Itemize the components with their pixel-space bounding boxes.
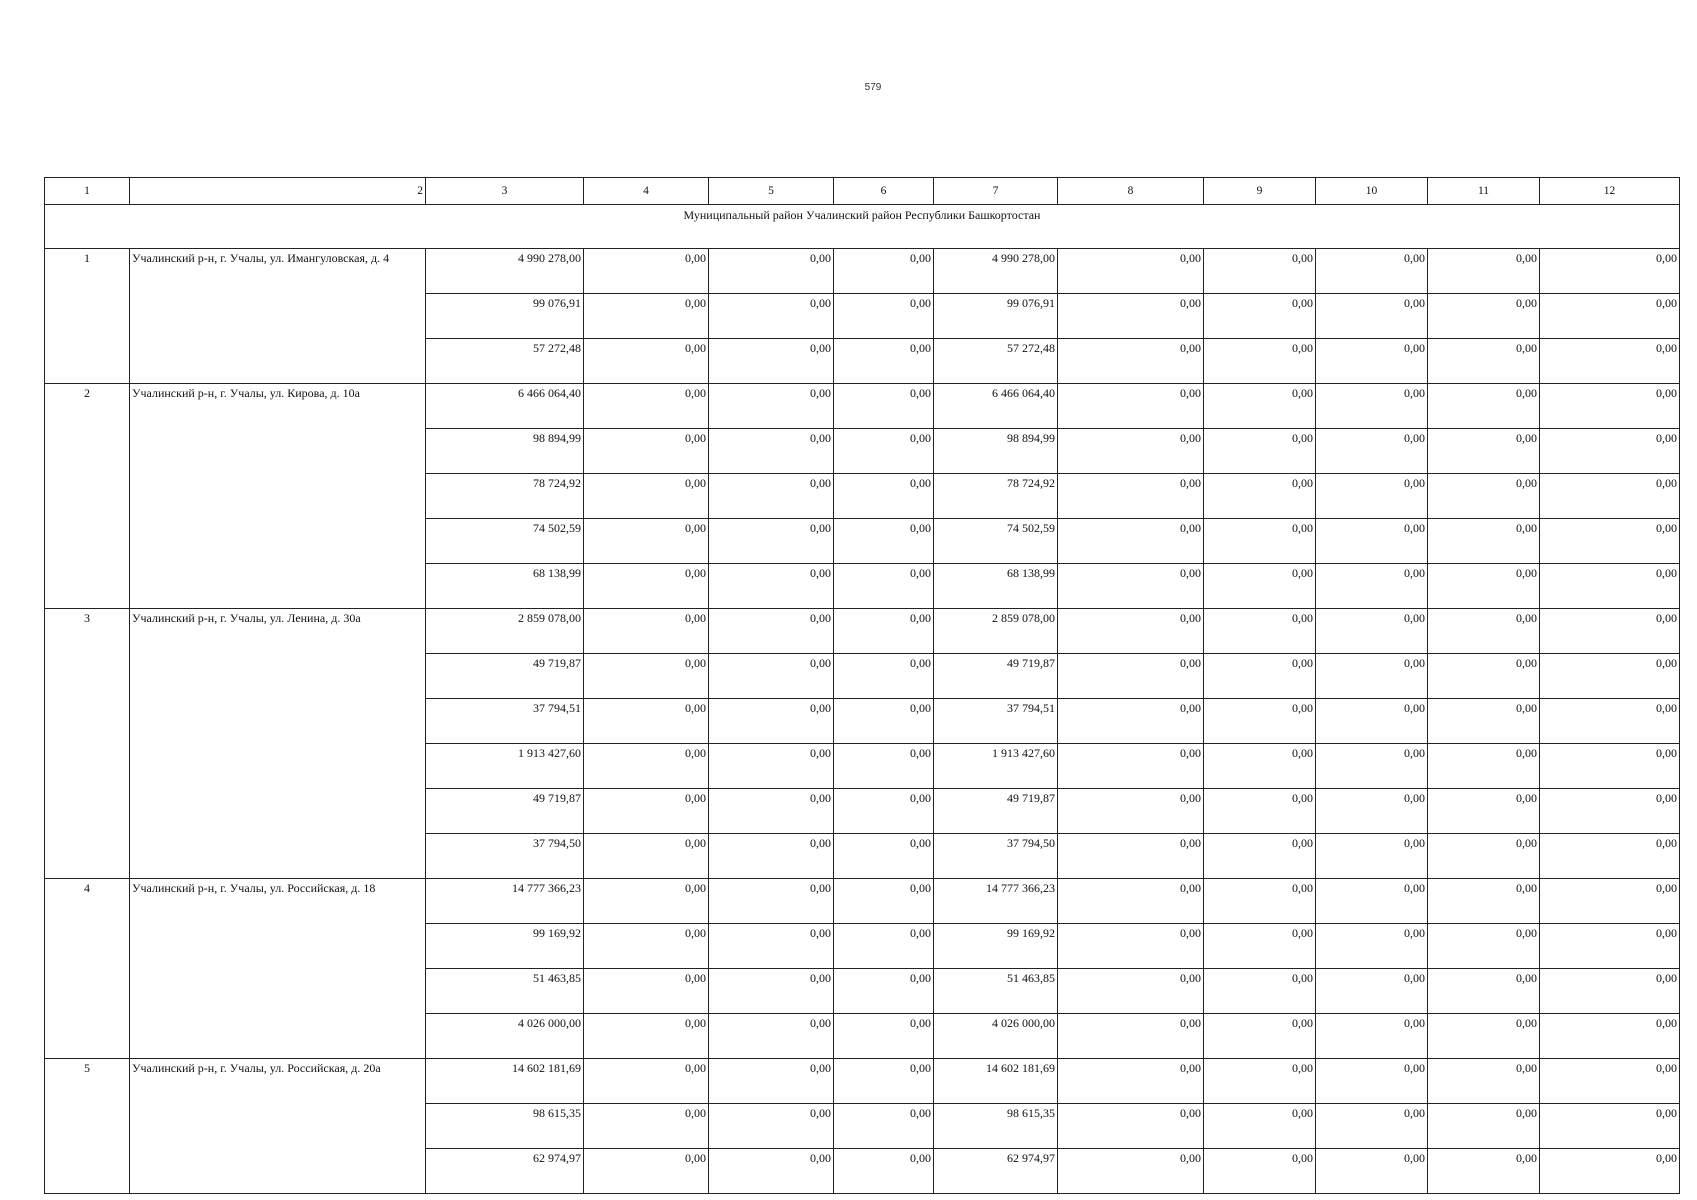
amount-cell: 0,00 <box>1058 249 1204 294</box>
amount-cell: 98 615,35 <box>426 1104 584 1149</box>
amount-cell: 0,00 <box>834 384 934 429</box>
amount-cell: 0,00 <box>1540 294 1680 339</box>
amount-cell: 0,00 <box>584 429 709 474</box>
amount-cell: 0,00 <box>709 519 834 564</box>
column-number: 2 <box>130 178 426 205</box>
amount-cell: 0,00 <box>1316 1149 1428 1194</box>
amount-cell: 0,00 <box>1058 789 1204 834</box>
amount-cell: 0,00 <box>1204 384 1316 429</box>
amount-cell: 0,00 <box>1540 519 1680 564</box>
amount-cell: 0,00 <box>1428 924 1540 969</box>
amount-cell: 0,00 <box>1540 1149 1680 1194</box>
amount-cell: 0,00 <box>1540 654 1680 699</box>
amount-cell: 4 026 000,00 <box>934 1014 1058 1059</box>
amount-cell: 0,00 <box>1316 744 1428 789</box>
amount-cell: 0,00 <box>1540 789 1680 834</box>
object-address: Учалинский р-н, г. Учалы, ул. Российская, д. 18 <box>130 879 426 1059</box>
amount-cell: 0,00 <box>1540 474 1680 519</box>
amount-cell: 0,00 <box>1428 609 1540 654</box>
amount-cell: 0,00 <box>1204 924 1316 969</box>
amount-cell: 0,00 <box>1428 699 1540 744</box>
amount-cell: 0,00 <box>1058 519 1204 564</box>
amount-cell: 0,00 <box>1204 654 1316 699</box>
amount-cell: 0,00 <box>584 1059 709 1104</box>
amount-cell: 0,00 <box>1058 1104 1204 1149</box>
amount-cell: 0,00 <box>709 1149 834 1194</box>
amount-cell: 0,00 <box>1058 294 1204 339</box>
amount-cell: 0,00 <box>834 744 934 789</box>
amount-cell: 6 466 064,40 <box>934 384 1058 429</box>
amount-cell: 0,00 <box>1058 564 1204 609</box>
amount-cell: 0,00 <box>1204 969 1316 1014</box>
amount-cell: 0,00 <box>584 474 709 519</box>
amount-cell: 0,00 <box>709 969 834 1014</box>
amount-cell: 0,00 <box>1204 1014 1316 1059</box>
amount-cell: 99 169,92 <box>426 924 584 969</box>
amount-cell: 0,00 <box>834 789 934 834</box>
amount-cell: 0,00 <box>1316 474 1428 519</box>
amount-cell: 0,00 <box>1540 834 1680 879</box>
column-number: 7 <box>934 178 1058 205</box>
amount-cell: 14 602 181,69 <box>426 1059 584 1104</box>
amount-cell: 0,00 <box>1204 294 1316 339</box>
amount-cell: 4 990 278,00 <box>426 249 584 294</box>
amount-cell: 0,00 <box>1316 924 1428 969</box>
amount-cell: 0,00 <box>1540 969 1680 1014</box>
table-row <box>45 249 1680 294</box>
amount-cell: 49 719,87 <box>934 789 1058 834</box>
amount-cell: 0,00 <box>1058 744 1204 789</box>
amount-cell: 0,00 <box>834 519 934 564</box>
amount-cell: 0,00 <box>1058 339 1204 384</box>
amount-cell: 62 974,97 <box>426 1149 584 1194</box>
amount-cell: 2 859 078,00 <box>934 609 1058 654</box>
table-row <box>45 879 1680 924</box>
column-number-row <box>45 178 1680 205</box>
amount-cell: 0,00 <box>1428 384 1540 429</box>
amount-cell: 0,00 <box>1428 1149 1540 1194</box>
amount-cell: 0,00 <box>1316 969 1428 1014</box>
amount-cell: 51 463,85 <box>934 969 1058 1014</box>
object-address: Учалинский р-н, г. Учалы, ул. Российская, д. 20а <box>130 1059 426 1194</box>
amount-cell: 0,00 <box>1058 969 1204 1014</box>
amount-cell: 78 724,92 <box>426 474 584 519</box>
amount-cell: 0,00 <box>709 564 834 609</box>
amount-cell: 0,00 <box>1316 384 1428 429</box>
amount-cell: 0,00 <box>1204 789 1316 834</box>
amount-cell: 57 272,48 <box>934 339 1058 384</box>
amount-cell: 0,00 <box>834 969 934 1014</box>
amount-cell: 0,00 <box>584 1104 709 1149</box>
amount-cell: 0,00 <box>1204 744 1316 789</box>
amount-cell: 0,00 <box>584 609 709 654</box>
amount-cell: 0,00 <box>1428 294 1540 339</box>
column-number: 4 <box>584 178 709 205</box>
amount-cell: 0,00 <box>1316 789 1428 834</box>
amount-cell: 0,00 <box>1058 654 1204 699</box>
amount-cell: 0,00 <box>1428 834 1540 879</box>
amount-cell: 0,00 <box>1540 879 1680 924</box>
amount-cell: 0,00 <box>1316 699 1428 744</box>
amount-cell: 68 138,99 <box>934 564 1058 609</box>
amount-cell: 0,00 <box>1204 699 1316 744</box>
column-number: 1 <box>45 178 130 205</box>
amount-cell: 37 794,50 <box>934 834 1058 879</box>
section-title: Муниципальный район Учалинский район Республики Башкортостан <box>45 205 1680 249</box>
amount-cell: 0,00 <box>584 519 709 564</box>
amount-cell: 0,00 <box>584 339 709 384</box>
amount-cell: 0,00 <box>709 1014 834 1059</box>
amount-cell: 0,00 <box>1058 699 1204 744</box>
amount-cell: 0,00 <box>1204 834 1316 879</box>
amount-cell: 0,00 <box>1316 519 1428 564</box>
amount-cell: 0,00 <box>1428 564 1540 609</box>
amount-cell: 78 724,92 <box>934 474 1058 519</box>
amount-cell: 98 894,99 <box>426 429 584 474</box>
amount-cell: 0,00 <box>584 699 709 744</box>
section-row <box>45 205 1680 249</box>
amount-cell: 0,00 <box>1540 564 1680 609</box>
amount-cell: 0,00 <box>1428 879 1540 924</box>
column-number: 12 <box>1540 178 1680 205</box>
amount-cell: 0,00 <box>834 699 934 744</box>
amount-cell: 0,00 <box>584 384 709 429</box>
object-number: 4 <box>45 879 130 1059</box>
amount-cell: 0,00 <box>584 969 709 1014</box>
amount-cell: 0,00 <box>1428 519 1540 564</box>
amount-cell: 0,00 <box>709 384 834 429</box>
amount-cell: 0,00 <box>1204 429 1316 474</box>
amount-cell: 0,00 <box>1428 1059 1540 1104</box>
amount-cell: 0,00 <box>1428 654 1540 699</box>
amount-cell: 0,00 <box>1058 1014 1204 1059</box>
object-number: 5 <box>45 1059 130 1194</box>
amount-cell: 0,00 <box>834 1014 934 1059</box>
amount-cell: 0,00 <box>1316 879 1428 924</box>
amount-cell: 0,00 <box>1058 1059 1204 1104</box>
amount-cell: 0,00 <box>1316 1014 1428 1059</box>
amount-cell: 98 615,35 <box>934 1104 1058 1149</box>
amount-cell: 37 794,51 <box>934 699 1058 744</box>
amount-cell: 0,00 <box>834 1059 934 1104</box>
object-number: 3 <box>45 609 130 879</box>
amount-cell: 68 138,99 <box>426 564 584 609</box>
amount-cell: 0,00 <box>1316 834 1428 879</box>
amount-cell: 0,00 <box>1204 519 1316 564</box>
amount-cell: 0,00 <box>584 294 709 339</box>
column-number: 11 <box>1428 178 1540 205</box>
table-row <box>45 384 1680 429</box>
amount-cell: 62 974,97 <box>934 1149 1058 1194</box>
amount-cell: 0,00 <box>834 429 934 474</box>
amount-cell: 0,00 <box>834 564 934 609</box>
amount-cell: 0,00 <box>834 1149 934 1194</box>
amount-cell: 1 913 427,60 <box>934 744 1058 789</box>
amount-cell: 0,00 <box>1316 609 1428 654</box>
amount-cell: 0,00 <box>1428 969 1540 1014</box>
amount-cell: 0,00 <box>834 249 934 294</box>
column-number: 10 <box>1316 178 1428 205</box>
amount-cell: 0,00 <box>834 1104 934 1149</box>
amount-cell: 0,00 <box>1316 249 1428 294</box>
amount-cell: 0,00 <box>1428 429 1540 474</box>
amount-cell: 0,00 <box>1540 1014 1680 1059</box>
amount-cell: 0,00 <box>834 654 934 699</box>
amount-cell: 0,00 <box>834 339 934 384</box>
amount-cell: 0,00 <box>1316 294 1428 339</box>
amount-cell: 0,00 <box>709 789 834 834</box>
amount-cell: 0,00 <box>709 474 834 519</box>
amount-cell: 0,00 <box>834 294 934 339</box>
amount-cell: 0,00 <box>584 879 709 924</box>
amount-cell: 14 777 366,23 <box>934 879 1058 924</box>
amount-cell: 0,00 <box>1540 249 1680 294</box>
amount-cell: 0,00 <box>1540 699 1680 744</box>
amount-cell: 0,00 <box>834 834 934 879</box>
amount-cell: 0,00 <box>1316 654 1428 699</box>
amount-cell: 0,00 <box>584 789 709 834</box>
amount-cell: 0,00 <box>1204 339 1316 384</box>
amount-cell: 0,00 <box>1316 564 1428 609</box>
amount-cell: 0,00 <box>584 249 709 294</box>
amount-cell: 0,00 <box>1540 384 1680 429</box>
amount-cell: 0,00 <box>1428 474 1540 519</box>
amount-cell: 0,00 <box>709 294 834 339</box>
amount-cell: 0,00 <box>709 1059 834 1104</box>
amount-cell: 14 602 181,69 <box>934 1059 1058 1104</box>
amount-cell: 0,00 <box>1540 1059 1680 1104</box>
amount-cell: 0,00 <box>1204 474 1316 519</box>
table-row <box>45 1059 1680 1104</box>
amount-cell: 98 894,99 <box>934 429 1058 474</box>
amount-cell: 0,00 <box>1204 609 1316 654</box>
amount-cell: 0,00 <box>1204 879 1316 924</box>
amount-cell: 4 026 000,00 <box>426 1014 584 1059</box>
amount-cell: 0,00 <box>1058 429 1204 474</box>
column-number: 9 <box>1204 178 1316 205</box>
amount-cell: 0,00 <box>709 339 834 384</box>
amount-cell: 0,00 <box>834 474 934 519</box>
amount-cell: 0,00 <box>584 1149 709 1194</box>
amount-cell: 0,00 <box>1540 1104 1680 1149</box>
amount-cell: 99 076,91 <box>426 294 584 339</box>
amount-cell: 51 463,85 <box>426 969 584 1014</box>
amount-cell: 99 076,91 <box>934 294 1058 339</box>
amount-cell: 1 913 427,60 <box>426 744 584 789</box>
amount-cell: 0,00 <box>1204 1149 1316 1194</box>
amount-cell: 4 990 278,00 <box>934 249 1058 294</box>
amount-cell: 0,00 <box>584 744 709 789</box>
amount-cell: 0,00 <box>709 609 834 654</box>
amount-cell: 0,00 <box>834 924 934 969</box>
amount-cell: 0,00 <box>584 1014 709 1059</box>
amount-cell: 0,00 <box>1058 1149 1204 1194</box>
object-address: Учалинский р-н, г. Учалы, ул. Ленина, д. 30а <box>130 609 426 879</box>
amount-cell: 37 794,50 <box>426 834 584 879</box>
amount-cell: 0,00 <box>1540 339 1680 384</box>
amount-cell: 0,00 <box>1204 1059 1316 1104</box>
amount-cell: 0,00 <box>1316 339 1428 384</box>
amount-cell: 0,00 <box>1428 1104 1540 1149</box>
amount-cell: 0,00 <box>1058 879 1204 924</box>
amount-cell: 0,00 <box>1428 789 1540 834</box>
amount-cell: 0,00 <box>1058 474 1204 519</box>
amount-cell: 0,00 <box>1540 429 1680 474</box>
amount-cell: 0,00 <box>1316 1104 1428 1149</box>
table-row <box>45 609 1680 654</box>
column-number: 3 <box>426 178 584 205</box>
object-number: 1 <box>45 249 130 384</box>
column-number: 6 <box>834 178 934 205</box>
amount-cell: 0,00 <box>1204 1104 1316 1149</box>
amount-cell: 0,00 <box>1204 249 1316 294</box>
amount-cell: 0,00 <box>709 699 834 744</box>
amount-cell: 0,00 <box>1058 924 1204 969</box>
amount-cell: 0,00 <box>709 249 834 294</box>
amount-cell: 74 502,59 <box>426 519 584 564</box>
amount-cell: 0,00 <box>1428 744 1540 789</box>
amount-cell: 0,00 <box>709 834 834 879</box>
object-number: 2 <box>45 384 130 609</box>
amount-cell: 0,00 <box>1540 744 1680 789</box>
amount-cell: 99 169,92 <box>934 924 1058 969</box>
object-address: Учалинский р-н, г. Учалы, ул. Имангуловская, д. 4 <box>130 249 426 384</box>
data-table <box>44 177 1680 1194</box>
amount-cell: 49 719,87 <box>426 654 584 699</box>
amount-cell: 2 859 078,00 <box>426 609 584 654</box>
column-number: 5 <box>709 178 834 205</box>
amount-cell: 0,00 <box>584 924 709 969</box>
amount-cell: 0,00 <box>834 879 934 924</box>
amount-cell: 57 272,48 <box>426 339 584 384</box>
amount-cell: 37 794,51 <box>426 699 584 744</box>
amount-cell: 0,00 <box>584 564 709 609</box>
amount-cell: 6 466 064,40 <box>426 384 584 429</box>
amount-cell: 0,00 <box>1058 609 1204 654</box>
amount-cell: 0,00 <box>1428 339 1540 384</box>
amount-cell: 0,00 <box>584 834 709 879</box>
amount-cell: 0,00 <box>1058 384 1204 429</box>
amount-cell: 0,00 <box>1204 564 1316 609</box>
page-number: 579 <box>864 82 882 93</box>
amount-cell: 0,00 <box>1540 924 1680 969</box>
amount-cell: 0,00 <box>1428 1014 1540 1059</box>
amount-cell: 0,00 <box>709 744 834 789</box>
amount-cell: 0,00 <box>1058 834 1204 879</box>
amount-cell: 0,00 <box>1428 249 1540 294</box>
column-number: 8 <box>1058 178 1204 205</box>
table-body <box>45 178 1680 1194</box>
amount-cell: 14 777 366,23 <box>426 879 584 924</box>
amount-cell: 49 719,87 <box>426 789 584 834</box>
amount-cell: 0,00 <box>709 654 834 699</box>
amount-cell: 0,00 <box>834 609 934 654</box>
amount-cell: 49 719,87 <box>934 654 1058 699</box>
amount-cell: 0,00 <box>1540 609 1680 654</box>
amount-cell: 0,00 <box>709 429 834 474</box>
amount-cell: 0,00 <box>709 924 834 969</box>
amount-cell: 0,00 <box>709 1104 834 1149</box>
amount-cell: 0,00 <box>1316 1059 1428 1104</box>
amount-cell: 0,00 <box>584 654 709 699</box>
amount-cell: 74 502,59 <box>934 519 1058 564</box>
object-address: Учалинский р-н, г. Учалы, ул. Кирова, д. 10а <box>130 384 426 609</box>
amount-cell: 0,00 <box>1316 429 1428 474</box>
amount-cell: 0,00 <box>709 879 834 924</box>
